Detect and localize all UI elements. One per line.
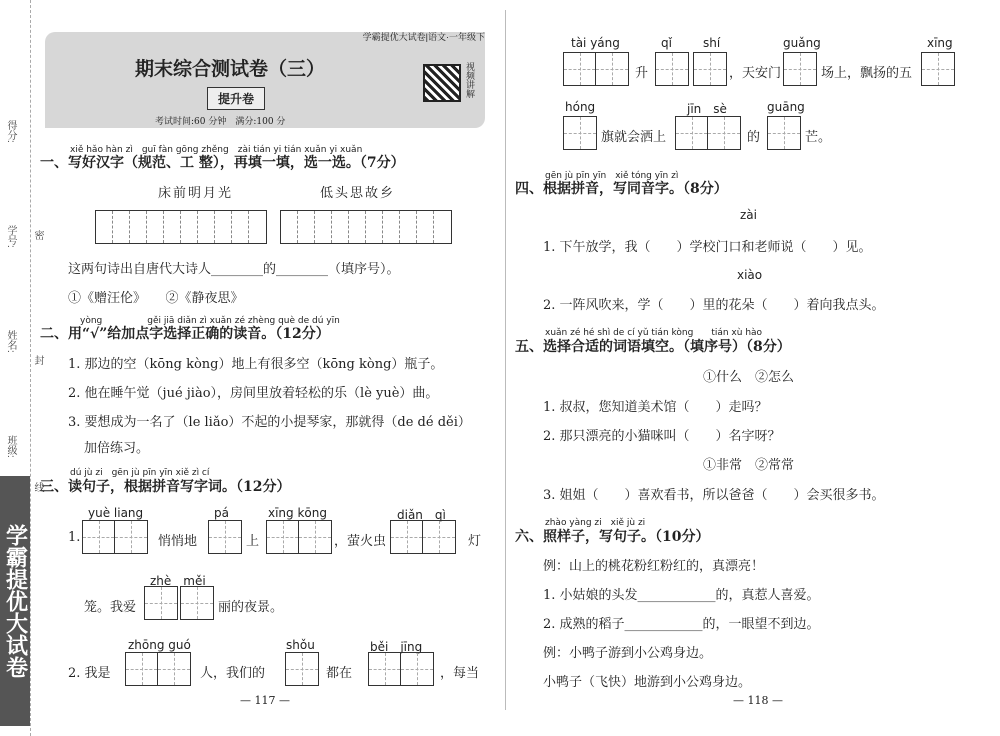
s1-options: ①《赠汪伦》 ②《静夜思》 xyxy=(68,291,244,306)
rt-py-d: guǎng xyxy=(783,36,821,50)
s3-l2b: 丽的夜景。 xyxy=(218,600,284,615)
s3-py-d: diǎn qì xyxy=(397,508,446,522)
writing-grid-1[interactable] xyxy=(95,210,267,244)
rt-py-c: shí xyxy=(703,36,721,50)
s1-pinyin: xiě hǎo hàn zì guī fàn gōng zhěng zài tián yi tián xuǎn yi xuǎn xyxy=(70,145,363,155)
seal-char-1: 密 xyxy=(32,230,43,240)
s3-py-g: shǒu xyxy=(286,638,315,652)
s3-pinyin: dú jù zi gēn jù pīn yīn xiě zì cí xyxy=(70,468,210,478)
qr-label: 视频讲解 xyxy=(464,62,474,98)
rt-py-a: tài yáng xyxy=(571,36,620,50)
page-number-left: — 117 — xyxy=(240,694,290,707)
s3-l3a: 2. 我是 xyxy=(68,666,111,681)
page-number-right: — 118 — xyxy=(733,694,783,707)
rt-t3: 场上，飘扬的五 xyxy=(821,66,913,81)
rt-t6: 芒。 xyxy=(805,130,832,145)
s6-title: 六、照样子，写句子。（10分） xyxy=(515,529,710,545)
s3-l3c: 都在 xyxy=(326,666,353,681)
s3-py-a: yuè liang xyxy=(88,506,144,520)
s5-q1: 1. 叔叔，您知道美术馆（ ）走吗？ xyxy=(543,400,768,415)
rt-py-f: hóng xyxy=(565,100,596,114)
series-label: 学霸提优大试卷|语文·一年级下 xyxy=(362,32,485,42)
s2-q1: 1. 那边的空（kōng kòng）地上有很多空（kōng kòng）瓶子。 xyxy=(68,357,444,372)
s6-example-2b: 小鸭子（飞快）地游到小公鸡身边。 xyxy=(543,675,752,690)
s4-pinyin-zai: zài xyxy=(740,208,757,222)
tianzi-zhemei[interactable] xyxy=(144,586,178,620)
tianzi-zhongguo[interactable] xyxy=(125,652,191,686)
s3-py-c: xīng kōng xyxy=(268,506,327,520)
student-name-label: 姓名: xyxy=(5,330,16,353)
rt-py-h: guāng xyxy=(767,100,805,114)
s2-q3-cont: 加倍练习。 xyxy=(84,441,150,456)
s6-q2: 2. 成熟的稻子____________的，一眼望不到边。 xyxy=(543,617,820,632)
s2-q2: 2. 他在睡午觉（jué jiào），房间里放着轻松的乐（lè yuè）曲。 xyxy=(68,386,439,401)
s3-py-b: pá xyxy=(214,506,229,520)
s5-q2: 2. 那只漂亮的小猫咪叫（ ）名字呀？ xyxy=(543,429,781,444)
s3-py-e: zhè měi xyxy=(150,574,206,588)
seal-char-2: 封 xyxy=(32,355,43,365)
rt-t5: 的 xyxy=(747,130,761,145)
s4-q1: 1. 下午放学，我（ ）学校门口和老师说（ ）见。 xyxy=(543,240,872,255)
page-divider xyxy=(505,10,506,710)
tianzi-yueliang[interactable] xyxy=(82,520,148,554)
s3-l3b: 人，我们的 xyxy=(200,666,266,681)
writing-grid-2[interactable] xyxy=(280,210,452,244)
score-label: 得分: xyxy=(5,120,16,143)
s3-l2a: 笼。我爱 xyxy=(84,600,137,615)
s2-title: 二、用“√”给加点字选择正确的读音。（12分） xyxy=(40,326,330,342)
s4-title: 四、根据拼音，写同音字。（8分） xyxy=(515,181,728,197)
tianzi-jinse[interactable] xyxy=(675,116,741,150)
qr-code[interactable] xyxy=(423,64,461,102)
s3-l1c: 上 xyxy=(246,534,260,549)
s4-pinyin: gēn jù pīn yīn xiě tóng yīn zì xyxy=(545,171,679,181)
tianzi-taiyang[interactable] xyxy=(563,52,629,86)
s5-title: 五、选择合适的词语填空。（填序号）（8分） xyxy=(515,339,791,355)
exam-meta: 考试时间:60 分钟 满分:100 分 xyxy=(155,117,286,127)
tianzi-pa[interactable] xyxy=(208,520,242,554)
s2-q3: 3. 要想成为一名了（le liǎo）不起的小提琴家，那就得（de dé děi） xyxy=(68,415,471,430)
s5-pinyin: xuǎn zé hé shì de cí yǔ tián kòng tián xù hào xyxy=(545,328,763,338)
s5-options-1: ①什么 ②怎么 xyxy=(703,370,795,385)
rt-py-b: qǐ xyxy=(661,36,672,50)
right-page xyxy=(515,0,980,736)
s2-pinyin: yòng gěi jiā diǎn zì xuǎn zé zhèng què de dú yīn xyxy=(80,316,340,326)
tianzi-beijing[interactable] xyxy=(368,652,434,686)
s3-l3d: ，每当 xyxy=(440,666,480,681)
s6-pinyin: zhào yàng zi xiě jù zi xyxy=(545,518,646,528)
tianzi-xing[interactable] xyxy=(921,52,955,86)
rt-t2: ，天安门 xyxy=(729,66,782,81)
s5-options-2: ①非常 ②常常 xyxy=(703,458,795,473)
s6-example-2: 例：小鸭子游到小公鸡身边。 xyxy=(543,646,713,661)
tianzi-shou[interactable] xyxy=(285,652,319,686)
tianzi-xingkong[interactable] xyxy=(266,520,332,554)
s3-l1d: ，萤火虫 xyxy=(334,534,387,549)
s3-py-f: zhōng guó xyxy=(128,638,191,652)
s1-question: 这两句诗出自唐代大诗人________的________（填序号）。 xyxy=(68,262,400,277)
poem-line-1: 床前明月光 xyxy=(158,186,234,201)
s4-pinyin-xiao: xiào xyxy=(737,268,763,282)
page-title: 期末综合测试卷（三） xyxy=(134,58,325,80)
tianzi-guang2[interactable] xyxy=(767,116,801,150)
exam-header xyxy=(45,32,485,128)
tianzi-dianqi[interactable] xyxy=(390,520,456,554)
s3-py-h: běi jīng xyxy=(370,640,423,654)
binding-strip xyxy=(0,0,43,736)
tianzi-qi[interactable] xyxy=(655,52,689,86)
tianzi-shi[interactable] xyxy=(693,52,727,86)
rt-py-e: xīng xyxy=(927,36,953,50)
s1-title: 一、写好汉字（规范、工 整），再填一填，选一选。（7分） xyxy=(40,155,405,171)
poem-line-2: 低头思故乡 xyxy=(320,186,396,201)
student-id-label: 学号: xyxy=(5,225,16,248)
left-page xyxy=(40,0,495,736)
s3-l1e: 灯 xyxy=(468,534,482,549)
seal-char-3: 线 xyxy=(32,482,43,492)
tianzi-guang[interactable] xyxy=(783,52,817,86)
tianzi-mei[interactable] xyxy=(180,586,214,620)
s5-q3: 3. 姐姐（ ）喜欢看书，所以爸爸（ ）会买很多书。 xyxy=(543,488,885,503)
class-label: 班级: xyxy=(5,435,16,458)
brand-banner: 学霸提优大试卷 xyxy=(0,476,30,726)
rt-t4: 旗就会洒上 xyxy=(601,130,667,145)
rt-t1: 升 xyxy=(635,66,649,81)
tianzi-hong[interactable] xyxy=(563,116,597,150)
rt-py-g: jīn sè xyxy=(687,102,727,116)
s3-l1a: 1. xyxy=(68,530,81,545)
s3-title: 三、读句子，根据拼音写字词。（12分） xyxy=(40,479,291,495)
s4-q2: 2. 一阵风吹来，学（ ）里的花朵（ ）着向我点头。 xyxy=(543,298,885,313)
s6-example-1: 例：山上的桃花粉红粉红的，真漂亮！ xyxy=(543,559,765,574)
exam-subtitle: 提升卷 xyxy=(207,87,265,110)
s3-l1b: 悄悄地 xyxy=(158,534,198,549)
s6-q1: 1. 小姑娘的头发____________的，真惹人喜爱。 xyxy=(543,588,820,603)
